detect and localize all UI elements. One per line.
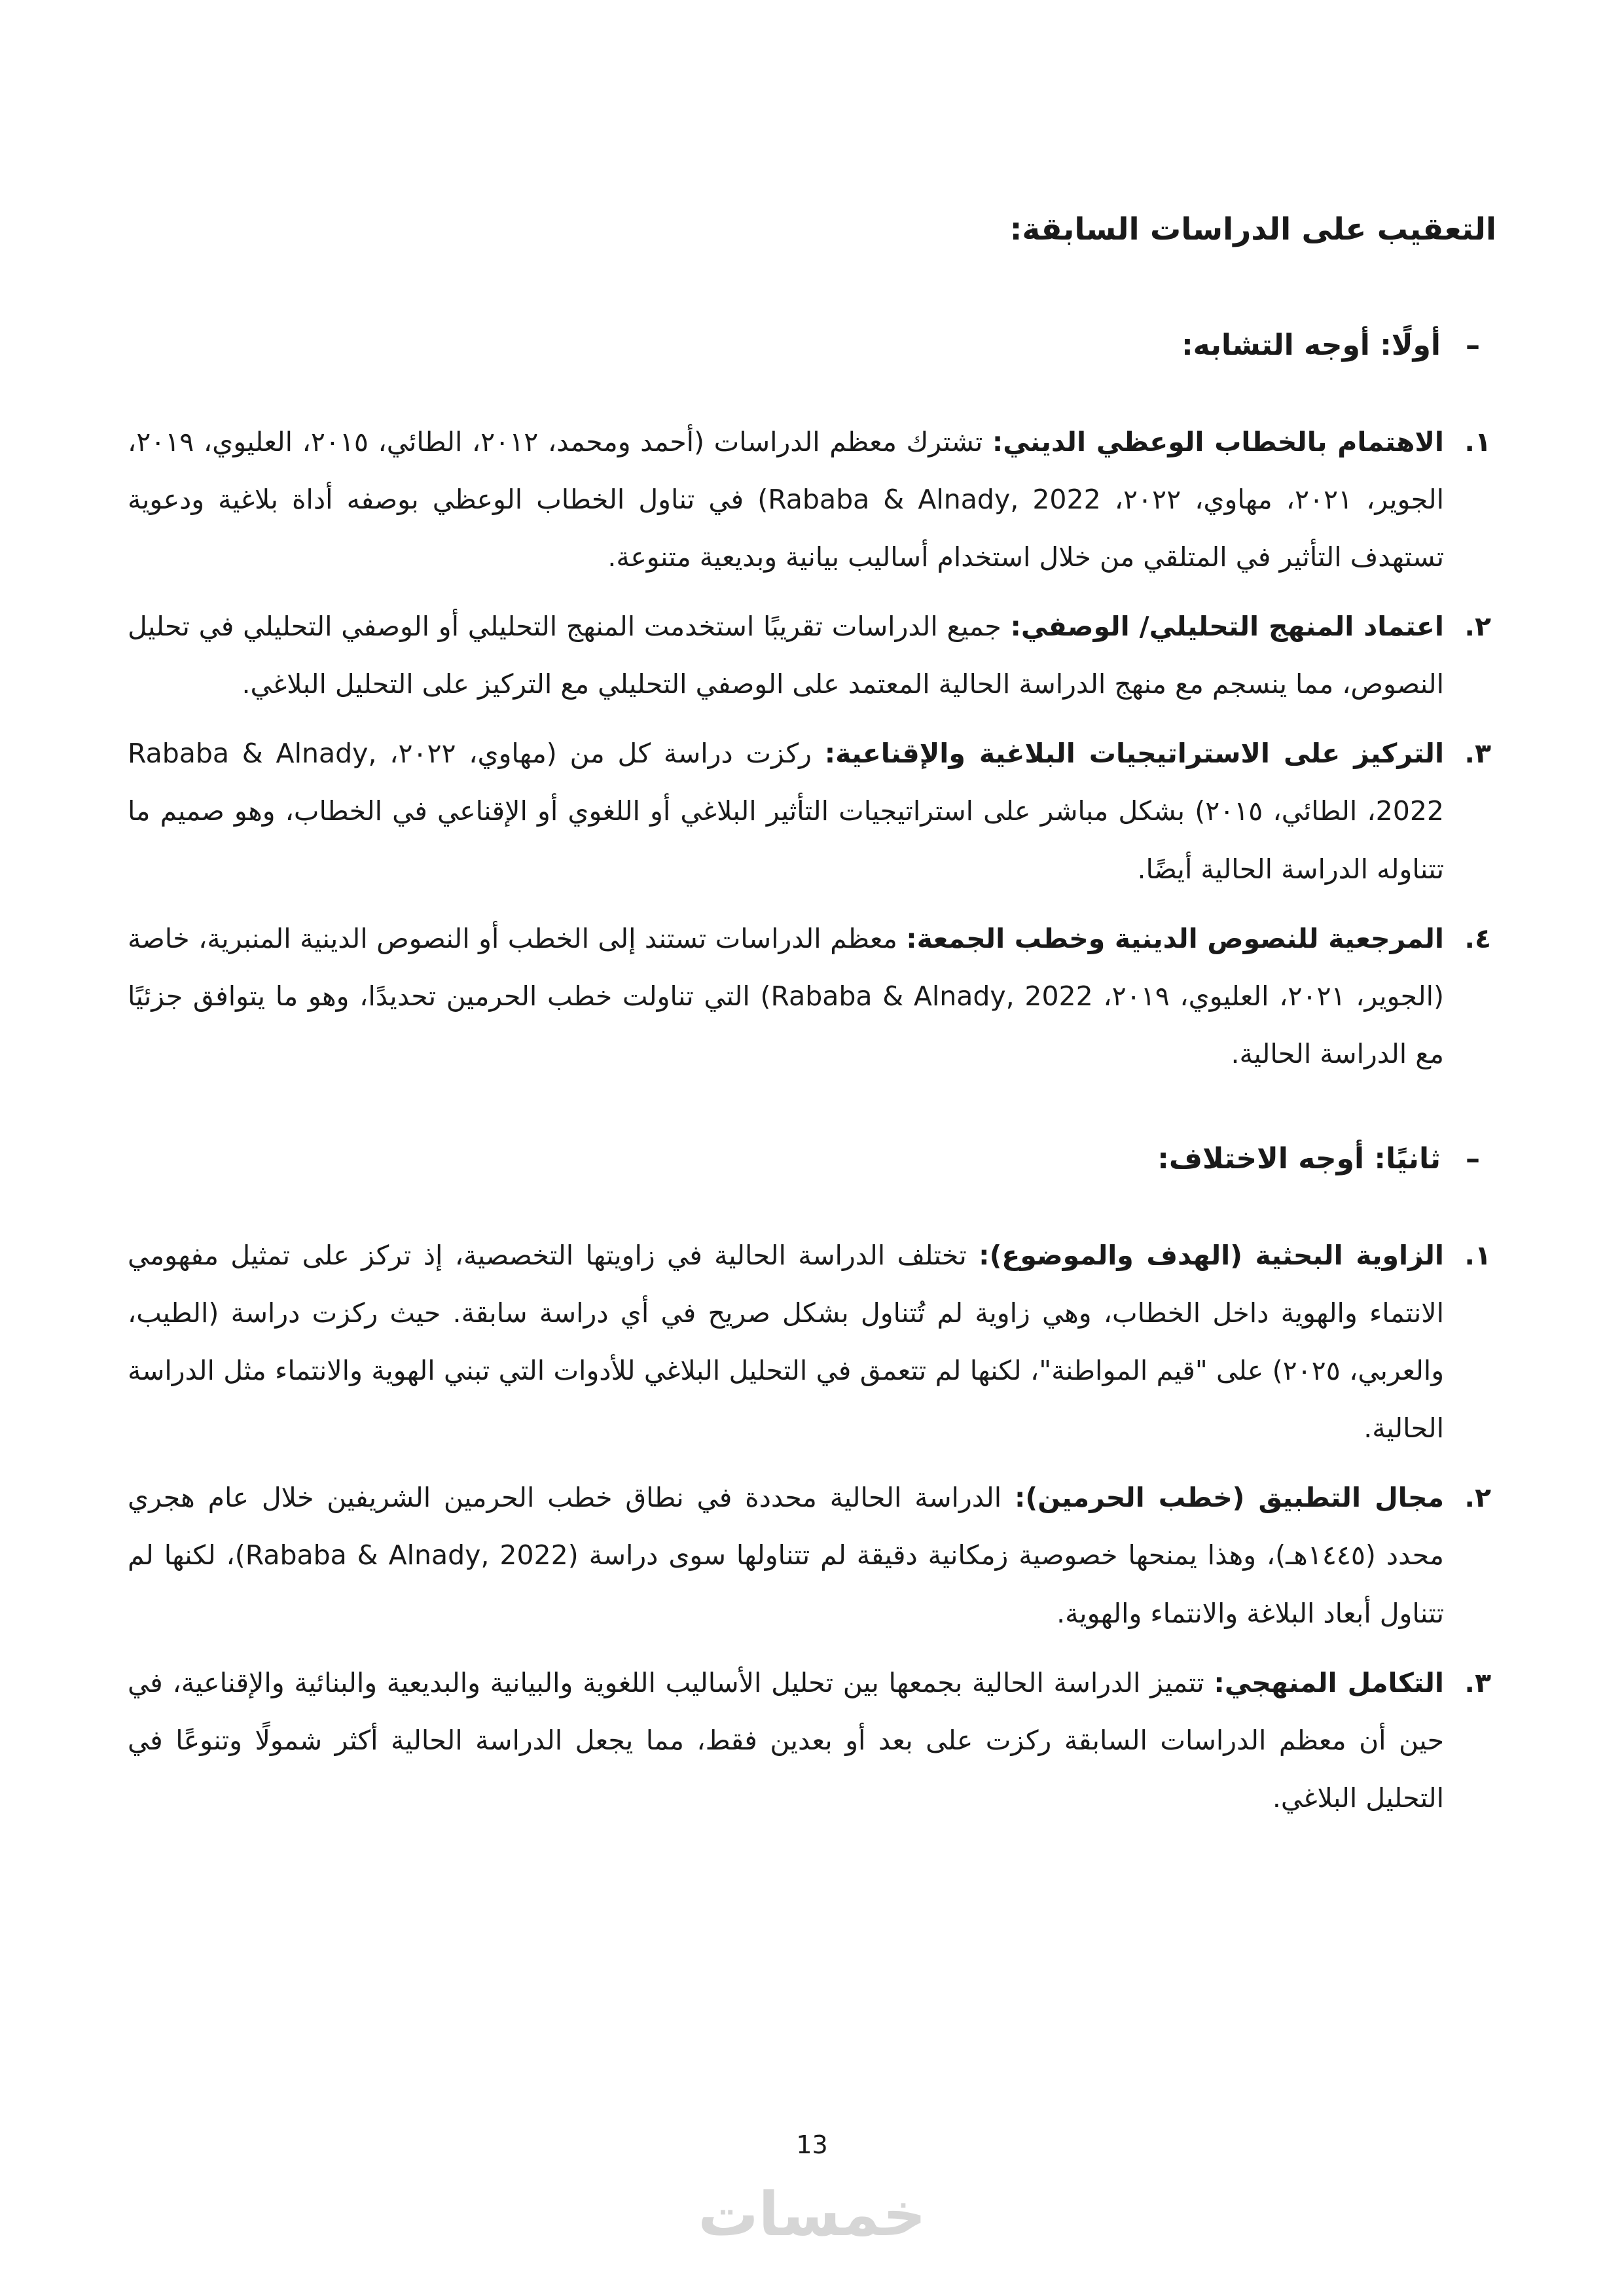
section-heading <box>144 1128 1480 1191</box>
section-heading <box>144 315 1480 377</box>
list-item <box>128 413 1496 586</box>
section-heading-text: أولًا: أوجه التشابه: <box>1182 329 1441 363</box>
watermark-logo: خمسات <box>698 2179 926 2250</box>
section-items <box>128 413 1496 1083</box>
section-items <box>128 1227 1496 1827</box>
section-similarities <box>128 315 1496 1083</box>
item-lead: التركيز على الاستراتيجيات البلاغية والإقناعية: <box>824 738 1445 770</box>
item-number: ١. <box>1464 425 1491 457</box>
item-number: ٢. <box>1464 1482 1491 1514</box>
section-heading-text: ثانيًا: أوجه الاختلاف: <box>1157 1142 1441 1176</box>
item-number: ١. <box>1464 1239 1491 1271</box>
item-lead: المرجعية للنصوص الدينية وخطب الجمعة: <box>906 922 1444 954</box>
section-differences <box>128 1128 1496 1827</box>
list-item <box>128 1469 1496 1641</box>
item-text: ركزت دراسة كل من (مهاوي، ٢٠٢٢، Rababa & Alnady, 2022، الطائي، ٢٠١٥) بشكل مباشر على استراتيجيات التأثير البلاغي أو اللغوي أو الإقناعي في الخطاب، وهو صميم ما تتناوله الدراسة الحالية أيضًا. <box>128 738 1444 885</box>
item-number: ٤. <box>1464 922 1491 954</box>
list-item <box>128 598 1496 713</box>
page-title: التعقيب على الدراسات السابقة: <box>1009 211 1496 247</box>
page-number: 13 <box>796 2130 828 2159</box>
item-lead: مجال التطبيق (خطب الحرمين): <box>1015 1482 1444 1514</box>
list-item <box>128 1654 1496 1827</box>
item-lead: الزاوية البحثية (الهدف والموضوع): <box>979 1239 1444 1271</box>
item-text: تتميز الدراسة الحالية بجمعها بين تحليل الأساليب اللغوية والبيانية والبديعية والبنائية والإقناعية، في حين أن معظم الدراسات السابقة ركزت على بعد أو بعدين فقط، مما يجعل الدراسة الحالية أكثر شمولًا وتنوعًا في التحليل البلاغي. <box>128 1666 1444 1814</box>
dash-marker: – <box>1466 1142 1480 1176</box>
item-lead: التكامل المنهجي: <box>1214 1666 1444 1698</box>
list-item <box>128 1227 1496 1458</box>
dash-marker: – <box>1466 329 1480 363</box>
item-number: ٢. <box>1464 611 1491 643</box>
item-number: ٣. <box>1464 738 1491 770</box>
item-number: ٣. <box>1464 1666 1491 1698</box>
item-lead: اعتماد المنهج التحليلي/ الوصفي: <box>1010 611 1444 643</box>
list-item <box>128 725 1496 897</box>
item-text: الدراسة الحالية محددة في نطاق خطب الحرمين الشريفين خلال عام هجري محدد (١٤٤٥هـ)، وهذا يمنحها خصوصية زمكانية دقيقة لم تتناولها سوى دراسة (Rababa & Alnady, 2022)، لكنها لم تتناول أبعاد البلاغة والانتماء والهوية. <box>128 1482 1445 1629</box>
item-text: تختلف الدراسة الحالية في زاويتها التخصصية، إذ تركز على تمثيل مفهومي الانتماء والهوية داخل الخطاب، وهي زاوية لم تُتناول بشكل صريح في أي دراسة سابقة. حيث ركزت دراسة (الطيب، والعربي، ٢٠٢٥) على "قيم المواطنة"، لكنها لم تتعمق في التحليل البلاغي للأدوات التي تبني الهوية والانتماء مثل الدراسة الحالية. <box>128 1239 1445 1444</box>
item-lead: الاهتمام بالخطاب الوعظي الديني: <box>992 425 1444 457</box>
item-text: تشترك معظم الدراسات (أحمد ومحمد، ٢٠١٢، الطائي، ٢٠١٥، العليوي، ٢٠١٩، الجوير، ٢٠٢١، مهاوي، ٢٠٢٢، Rababa & Alnady, 2022) في تناول الخطاب الوعظي بوصفه أداة بلاغية ودعوية تستهدف التأثير في المتلقي من خلال استخدام أساليب بيانية وبديعية متنوعة. <box>128 425 1444 573</box>
list-item <box>128 910 1496 1083</box>
item-text: معظم الدراسات تستند إلى الخطب أو النصوص الدينية المنبرية، خاصة (الجوير، ٢٠٢١، العليوي، ٢٠١٩، Rababa & Alnady, 2022) التي تناولت خطب الحرمين تحديدًا، وهو ما يتوافق جزئيًا مع الدراسة الحالية. <box>128 922 1445 1070</box>
item-text: جميع الدراسات تقريبًا استخدمت المنهج التحليلي أو الوصفي التحليلي في تحليل النصوص، مما ينسجم مع منهج الدراسة الحالية المعتمد على الوصفي التحليلي مع التركيز على التحليل البلاغي. <box>128 611 1444 700</box>
